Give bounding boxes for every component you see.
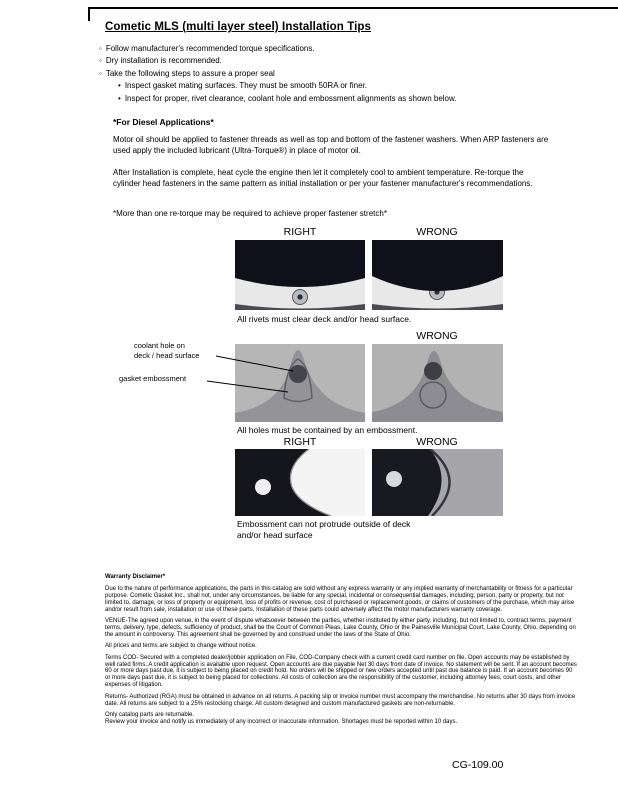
figure-embossment-edge-right-image <box>235 449 365 516</box>
gasket-embossment-callout: gasket embossment <box>119 374 187 383</box>
page-border-top <box>88 7 618 9</box>
list-item: ◦ Take the following steps to assure a proper seal <box>99 68 574 80</box>
row3-caption-line2: and/or head surface <box>237 530 313 540</box>
page-border-left-stub <box>88 7 90 21</box>
list-item: ◦ Follow manufacturer's recommended torque specifications. <box>99 43 574 55</box>
retorque-note: *More than one re-torque may be required to achieve proper fastener stretch* <box>113 209 387 218</box>
figure-rivet-wrong-image <box>372 240 503 310</box>
figure-rivet-right-image <box>235 240 365 310</box>
warranty-disclaimer <box>105 574 577 726</box>
list-item: • Inspect gasket mating surfaces. They must be smooth 50RA or finer. <box>99 80 574 92</box>
row2-caption: All holes must be contained by an embossment. <box>237 425 418 435</box>
row3-right-label: RIGHT <box>283 436 317 448</box>
warranty-disclaimer-heading: Warranty Disclaimer* <box>105 574 166 580</box>
diesel-paragraph-1: Motor oil should be applied to fastener threads as well as top and bottom of the fastener washers. When ARP fasteners are used apply the included lubricant (Ultra-Torque®) in place of motor oil. <box>113 135 549 155</box>
disclaimer-paragraph: Terms COD- Secured with a completed dealer/jobber application on File, COD-Company check with a current credit card number on file. Open accounts may be established by well rated firms. A credit application is available upon request. Open accounts are due payable Net 30 days from date of invoice. No statement will be sent. If an account becomes 60 or more days past due, it is subject to being placed on credit hold. No orders will be shipped or new orders accepted until past due balance is paid. If an account becomes 90 or more days past due, it is subject to being placed for collections. All costs of collection are the responsibility of the customer, including attorney fees, court costs, and other expenses of litigation. <box>105 654 577 689</box>
row1-wrong-label: WRONG <box>416 226 458 238</box>
disclaimer-paragraph: All prices and terms are subject to change without notice. <box>105 643 257 650</box>
diesel-applications-heading: *For Diesel Applications* <box>113 117 214 127</box>
row3-caption-line1: Embossment can not protrude outside of deck <box>237 519 411 529</box>
page-title: Cometic MLS (multi layer steel) Installation Tips <box>105 21 372 33</box>
disclaimer-paragraph: Returns- Authorized (RGA) must be obtained in advance on all returns. A packing slip or invoice number must accompany the merchandise. No returns after 30 days from invoice date. All returns are subject to a 25% restocking charge. All custom designed and custom manufactured gaskets are non-returnable. <box>105 693 576 707</box>
installation-tips-list <box>99 43 574 105</box>
callout-leader-lines <box>205 348 300 398</box>
row3-wrong-label: WRONG <box>416 436 458 448</box>
list-item: ◦ Dry installation is recommended. <box>99 55 574 67</box>
list-item: • Inspect for proper, rivet clearance, coolant hole and embossment alignments as shown below. <box>99 93 574 105</box>
disclaimer-paragraph: Due to the nature of performance applications, the parts in this catalog are sold without any express warranty or any implied warranty of merchantability or fitness for a particular purpose. Cometic Gasket Inc., shall not, under any circumstances, be liable for any special, incidental or consequential damages, including, person, party or property, but not limited to, damage, or loss of property or equipment, loss of profits or revenue, cost of purchased or replacement goods, or claims of customers of the purchase, which may arise and/or result from sale, installation or use of these parts. Installation of these parts could adversely affect the motor manufacturers warranty coverage. <box>105 585 575 613</box>
document-code: CG-109.00 <box>452 759 504 771</box>
row2-wrong-label: WRONG <box>416 330 458 342</box>
coolant-hole-callout-line2: deck / head surface <box>134 350 200 360</box>
figure-embossment-edge-wrong-image <box>372 449 503 516</box>
row1-right-label: RIGHT <box>283 226 317 238</box>
disclaimer-paragraph: Only catalog parts are returnable. <box>105 712 195 718</box>
disclaimer-paragraph: Review your invoice and notify us immediately of any incorrect or inaccurate information. Shortages must be reported within 10 days. <box>105 718 458 725</box>
disclaimer-paragraph: VENUE-The agreed upon venue, in the event of dispute whatsoever between the parties, whether instituted by either party, including, but not limited to, contract terms, payment terms, delivery, type, defects, sufficiency of product, shall be the Court of Common Pleas, Lake County, Ohio or the Painesville Municipal Court, Lake County, Ohio, depending on the amount in controversy. This agreement shall be governed by and construed under the laws of the State of Ohio. <box>105 618 576 638</box>
row1-caption: All rivets must clear deck and/or head surface. <box>237 314 412 324</box>
diesel-paragraph-2: After Installation is complete, heat cycle the engine then let it completely cool to ambient temperature. Re-torque the cylinder head fasteners in the same pattern as initial installation or per your fastener manufacturer's recommendations. <box>113 168 533 188</box>
figure-embossment-hole-wrong-image <box>372 344 503 422</box>
coolant-hole-callout <box>134 341 199 360</box>
coolant-hole-callout-line1: coolant hole on <box>134 341 185 350</box>
row3-caption <box>237 519 410 541</box>
